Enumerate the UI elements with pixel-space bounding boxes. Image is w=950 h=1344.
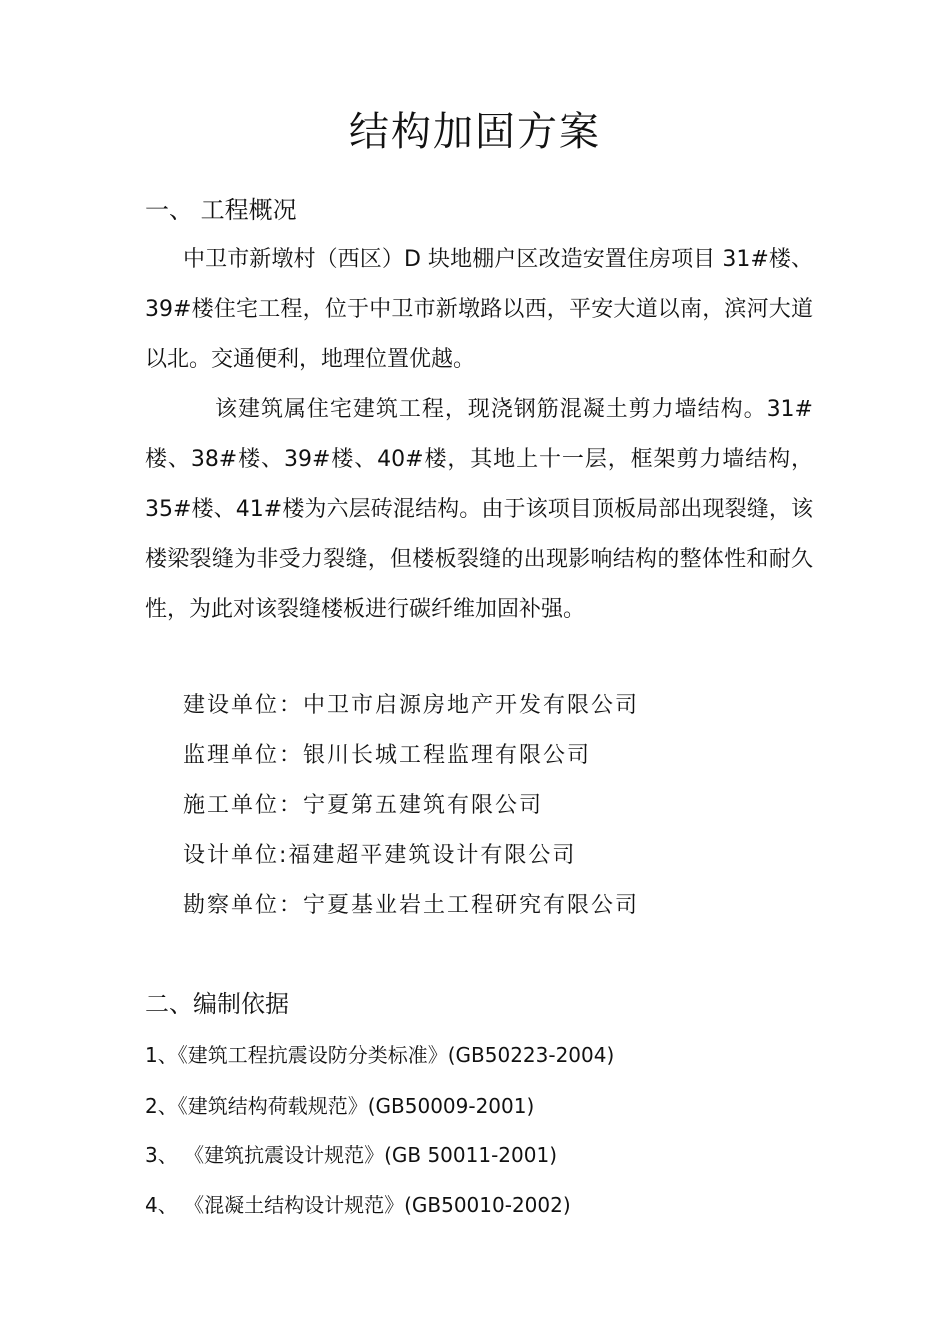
unit-line-design: 设计单位:福建超平建筑设计有限公司 bbox=[183, 843, 577, 868]
section-heading-overview: 一、 工程概况 bbox=[145, 196, 297, 224]
overview-paragraph-2: 该建筑属住宅建筑工程，现浇钢筋混凝土剪力墙结构。31#楼、38#楼、39#楼、40#楼，其地上十一层，框架剪力墙结构，35#楼、41#楼为六层砖混结构。由于该项目顶板局部出现裂缝，该楼梁裂缝为非受力裂缝，但楼板裂缝的出现影响结构的整体性和耐久性，为此对该裂缝楼板进行碳纤维加固补强。 bbox=[145, 397, 813, 622]
reference-item: 3、 《建筑抗震设计规范》(GB 50011-2001) bbox=[145, 1143, 558, 1167]
section-heading-basis: 二、编制依据 bbox=[145, 990, 289, 1018]
document-title: 结构加固方案 bbox=[349, 109, 601, 155]
unit-line-supervision: 监理单位：银川长城工程监理有限公司 bbox=[183, 743, 592, 768]
unit-line-survey: 勘察单位：宁夏基业岩土工程研究有限公司 bbox=[183, 893, 640, 918]
unit-line-construction: 建设单位：中卫市启源房地产开发有限公司 bbox=[183, 693, 640, 718]
unit-line-builder: 施工单位：宁夏第五建筑有限公司 bbox=[183, 793, 544, 818]
reference-item: 4、 《混凝土结构设计规范》(GB50010-2002) bbox=[145, 1193, 571, 1217]
reference-item: 1、《建筑工程抗震设防分类标准》(GB50223-2004) bbox=[145, 1043, 615, 1067]
reference-item: 2、《建筑结构荷载规范》(GB50009-2001) bbox=[145, 1094, 535, 1118]
overview-paragraph-1: 中卫市新墩村（西区）D 块地棚户区改造安置住房项目 31#楼、39#楼住宅工程，位于中卫市新墩路以西，平安大道以南，滨河大道以北。交通便利，地理位置优越。 bbox=[145, 247, 813, 372]
